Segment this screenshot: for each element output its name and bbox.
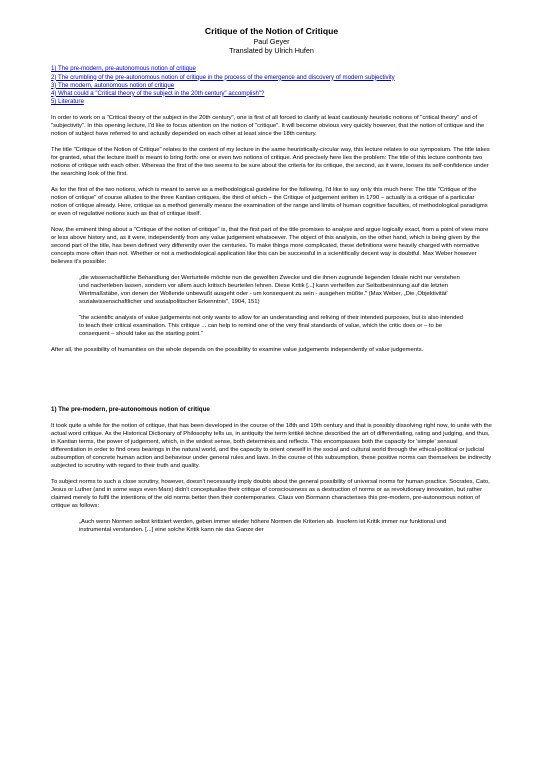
section-heading: 1) The pre-modern, pre-autonomous notion of critique [51,405,210,413]
block-quote-german: „Auch wenn Normen selbst kritisiert werden, geben immer wieder höhere Normen die Kriterien ab. Insofern ist Kritik immer nur funktional und instrumental verstanden. [...] eine solche Kritik kann nie das Ganze der [79,518,447,533]
translator: Translated by Ulrich Hufen [229,46,314,56]
document-title: Critique of the Notion of Critique [204,26,339,36]
author: Paul Geyer [253,37,290,46]
paragraph: As for the first of the two notions, which is meant to serve as a methodological guideline for the following, I'd like to say only this much here: The title "Critique of the notion of critique" of course alludes to the three Kantian critiques, the third of which – the Critique of judgement written in 1790 – actually is a critique of a particular notion of critique already. Here, critique as a method generally means the examination of the range and limits of human cognitive faculties, of methodological paradigms or even of regulative notions such as that of critique itself. [51,186,488,217]
paragraph: Now, the eminent thing about a "Critique of the notion of critique" is, that the first part of the title promises to analyse and argue logically exact, from a point of view more or less above history and, as it were, independently from any value judgement whatsoever. The object of this analysis, on the other hand, which is being given by the second part of the title, has been defined very differently over the centuries. To make things more complicated, these definitions were heavily charged with normative concepts more often than not. Whether or not a methodological application like this can be successful in a scientifically decent way is doubtful. Max Weber however believes it's possible: [51,226,489,265]
toc-link-3[interactable]: 3) The modern, autonomous notion of critique [51,81,175,89]
block-quote-german: „die wissenschaftliche Behandlung der Werturteile möchte nun die gewollten Zwecke und die ihnen zugrunde liegenden Ideale nicht nur verstehen und nacherleben lassen, sondern vor allem auch kritisch beurteilen lehren. Diese Kritik [...] kann verhelfen zur Selbstbesinnung auf die letzten Wertmaßstäbe, von denen der Wollende unbewußt ausgeht oder - um konsequent zu sein - ausgehen müßte." (Max Weber, „Die ‚Objektivität' sozialwissenschaftlicher und sozialpolitischer Erkenntnis", 1904, 151) [79,274,460,305]
paragraph: In order to work on a "Critical theory of the subject in the 20th century", one is first of all forced to clarify at least cautiously heuristic notions of "critical theory" and of "subjectivity". In this opening lecture, I'd like to focus attention on the notion of "critique". It will become obvious very quickly however, that the notion of critique and the notion of subject have referred to and actually depended on each other at least since the 18th century. [51,114,485,137]
paragraph: To subject norms to such a close scrutiny, however, doesn't necessarily imply doubts about the general possibility of universal norms for human practice. Socrates, Cato, Jesus or Luther (and in some ways even Marx) didn't conceptualise their critique of consciousness as a destruction of norms or as revolutionary innovation, but rather claimed merely to fulfil the intentions of the old norms better then their contemporaries. Claus von Bormann characterises this pre-modern, pre-autonomous notion of critique as follows: [51,478,490,509]
toc-link-2[interactable]: 2) The crumbling of the pre-autonomous notion of critique in the process of the emergence and discovery of modern subjectivity [51,73,395,81]
block-quote-english: "the scientific analysis of value judgements not only wants to allow for an understanding and reliving of their intended purposes, but is also intended to teach their critical examination. This critique ... can help to remind one of the very final standards of value, which the critic does or – to be consequent – should take as the starting point." [79,314,463,337]
paragraph: After all, the possibility of humanities on the whole depends on the possibility to examine value judgements independently of value judgements. [51,346,424,353]
toc-link-1[interactable]: 1) The pre-modern, pre-autonomous notion of critique [51,65,196,73]
paragraph: The title "Critique of the Notion of Critique" relates to the content of my lecture in the same heuristically-circular way, this lecture relates to our symposium. The title takes for granted, what the lecture itself is meant to bring forth: one or even two notions of critique. And precisely here lies the problem: The title of this lecture confronts two notions of critique with each other. Whereas the first of the two seems to be sure about the criteria for its critique, the second, as it were, looses its self-confidence under the searching look of the first. [51,146,490,177]
table-of-contents [51,65,492,105]
toc-link-4[interactable]: 4) What could a "Critical theory of the subject in the 20th century" accomplish"? [51,89,265,97]
toc-link-5[interactable]: 5) Literature [51,97,84,105]
document-header [51,26,492,55]
paragraph: It took quite a while for the notion of critique, that has been developed in the course of the 18th and 19th century and that is possibly dissolving right now, to unite with the actual word critique. As the Historical Dictionary of Philosophy tells us, in antiquity the term kritiké téchne described the art of differentiating, rating and judging, and thus, in Kantian terms, the power of judgement, which, in the widest sense, both determines and reflects. This encompasses both the capacity for 'simple' sensual differentiation in order to find ones bearings in the natural world, and the capacity to orient oneself in the social and cultural world through the ethical-political or judicial subsumption of concrete human action and behaviour under general rules and laws. In the course of this subsumption, these positive norms can themselves be indirectly subjected to scrutiny with regard to their truth and quality. [51,422,492,469]
